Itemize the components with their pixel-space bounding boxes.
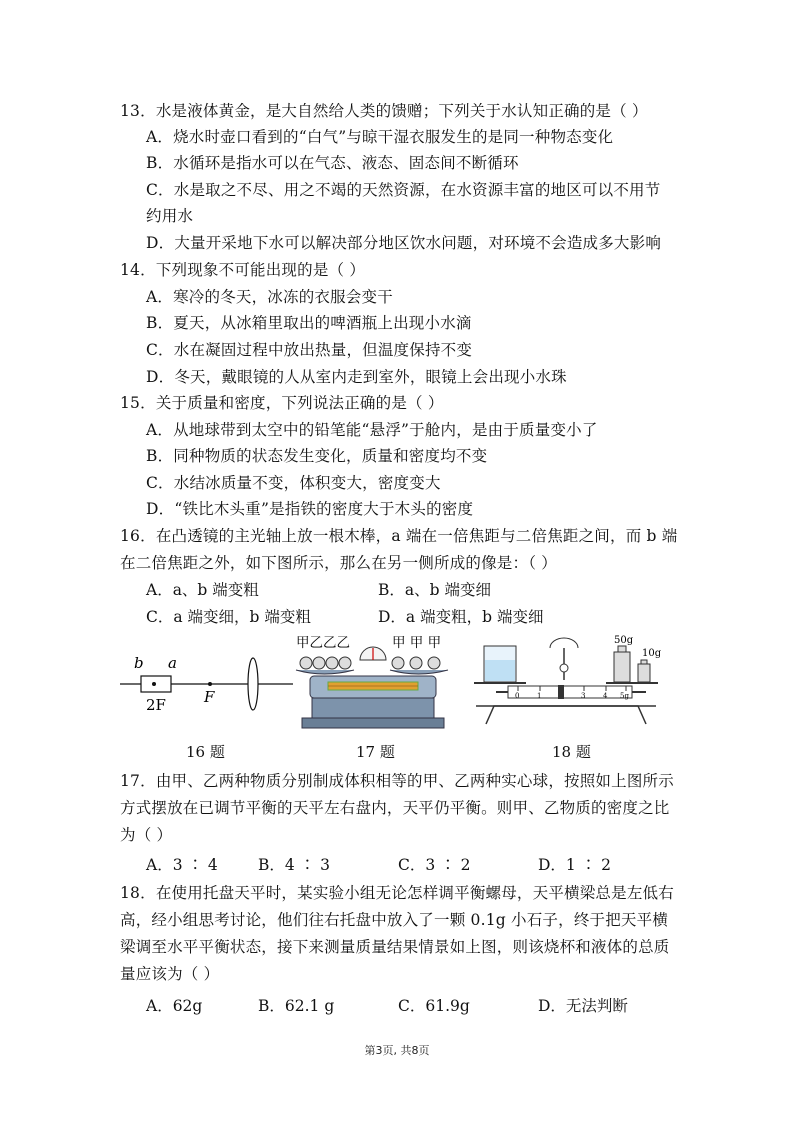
weight-50g	[614, 652, 630, 682]
caption-18: 18 题	[552, 743, 591, 761]
left-pan	[296, 670, 354, 674]
tick-4: 4	[603, 692, 608, 700]
q17-stem-3: 为（ ）	[120, 826, 173, 844]
caption-16: 16 题	[186, 743, 225, 761]
right-balls	[392, 657, 440, 669]
q15-option-d: D．“铁比木头重”是指铁的密度大于木头的密度	[146, 500, 474, 518]
q17-option-a: A．3 ∶ 4	[146, 856, 218, 874]
right-pan	[390, 670, 448, 674]
q14-option-c: C．水在凝固过程中放出热量，但温度保持不变	[146, 341, 473, 359]
q16-option-a: A．a、b 端变粗	[146, 581, 259, 599]
caption-17: 17 题	[356, 743, 395, 761]
q18-option-b: B．62.1 g	[258, 997, 335, 1015]
q18-stem-4: 量应该为（ ）	[120, 965, 220, 983]
label-b: b	[134, 654, 144, 672]
q15-option-a: A．从地球带到太空中的铅笔能“悬浮”于舱内，是由于质量变小了	[146, 421, 598, 439]
q14-option-b: B．夏天，从冰箱里取出的啤酒瓶上出现小水滴	[146, 314, 472, 332]
figure-17-balance	[292, 632, 454, 732]
q14-option-a: A．寒冷的冬天，冰冻的衣服会变干	[146, 288, 393, 306]
q13-option-c: C．水是取之不尽、用之不竭的天然资源，在水资源丰富的地区可以不用节	[146, 181, 661, 199]
f-point	[208, 682, 212, 686]
q17-option-d: D．1 ∶ 2	[538, 856, 612, 874]
right-pan-label: 甲 甲 甲	[392, 635, 442, 651]
q15-option-b: B．同种物质的状态发生变化，质量和密度均不变	[146, 447, 488, 465]
balance-base	[302, 718, 444, 728]
rider	[558, 685, 564, 699]
q13-option-c-cont: 约用水	[146, 207, 194, 225]
tick-0: 0	[515, 692, 520, 700]
q16-stem-2: 在二倍焦距之外，如下图所示，那么在另一侧所成的像是：（ ）	[120, 554, 557, 572]
weight-10g	[638, 664, 650, 682]
label-a: a	[168, 654, 177, 672]
convex-lens	[248, 658, 258, 710]
q18-option-d: D．无法判断	[538, 997, 628, 1015]
q17-option-c: C．3 ∶ 2	[398, 856, 471, 874]
q18-stem-3: 梁调至水平平衡状态，接下来测量质量结果情景如上图，则该烧杯和液体的总质	[120, 938, 670, 956]
q17-stem-2: 方式摆放在已调节平衡的天平左右盘内，天平仍平衡。则甲、乙物质的密度之比	[120, 799, 670, 817]
q18-option-c: C．61.9g	[398, 997, 470, 1015]
q16-option-d: D．a 端变粗，b 端变细	[378, 608, 544, 626]
q14-stem: 14．下列现象不可能出现的是（ ）	[120, 261, 366, 279]
beam-ruler	[508, 686, 632, 698]
label-10g: 10g	[642, 648, 662, 659]
tick-5g: 5g	[620, 692, 629, 700]
q15-option-c: C．水结冰质量不变，体积变大，密度变大	[146, 474, 441, 492]
q13-stem: 13．水是液体黄金，是大自然给人类的馈赠；下列关于水认知正确的是（ ）	[120, 102, 648, 120]
q18-stem-1: 18．在使用托盘天平时，某实验小组无论怎样调平衡螺母，天平横梁总是左低右	[120, 884, 674, 902]
q17-stem-1: 17．由甲、乙两种物质分别制成体积相等的甲、乙两种实心球，按照如上图所示	[120, 772, 674, 790]
q14-option-d: D．冬天，戴眼镜的人从室内走到室外，眼镜上会出现小水珠	[146, 368, 567, 386]
q13-option-d: D．大量开采地下水可以解决部分地区饮水问题，对环境不会造成多大影响	[146, 234, 662, 252]
q15-stem: 15．关于质量和密度，下列说法正确的是（ ）	[120, 394, 444, 412]
balance-base	[486, 706, 646, 724]
q16-option-c: C．a 端变细，b 端变粗	[146, 608, 311, 626]
left-balls	[300, 657, 351, 669]
figure-16-lens-diagram	[118, 636, 293, 736]
q18-option-a: A．62g	[146, 997, 203, 1015]
label-50g: 50g	[614, 635, 634, 646]
q13-option-b: B．水循环是指水可以在气态、液态、固态间不断循环	[146, 154, 519, 172]
q18-stem-2: 高，经小组思考讨论，他们往右托盘中放入了一颗 0.1g 小石子，终于把天平横	[120, 911, 669, 929]
figure-18-balance-with-beaker	[466, 632, 676, 732]
tick-3: 3	[581, 692, 586, 700]
page-number-footer: 第3页, 共8页	[364, 1044, 430, 1057]
tick-1: 1	[537, 692, 542, 700]
label-2f: 2F	[146, 696, 166, 714]
q17-option-b: B．4 ∶ 3	[258, 856, 330, 874]
2f-point	[152, 682, 156, 686]
q16-option-b: B．a、b 端变细	[378, 581, 491, 599]
label-f: F	[204, 688, 215, 706]
left-pan-label: 甲乙乙乙	[296, 635, 350, 651]
q13-option-a: A．烧水时壶口看到的“白气”与晾干湿衣服发生的是同一种物态变化	[146, 128, 614, 146]
q16-stem-1: 16．在凸透镜的主光轴上放一根木棒，a 端在一倍焦距与二倍焦距之间，而 b 端	[120, 527, 678, 545]
